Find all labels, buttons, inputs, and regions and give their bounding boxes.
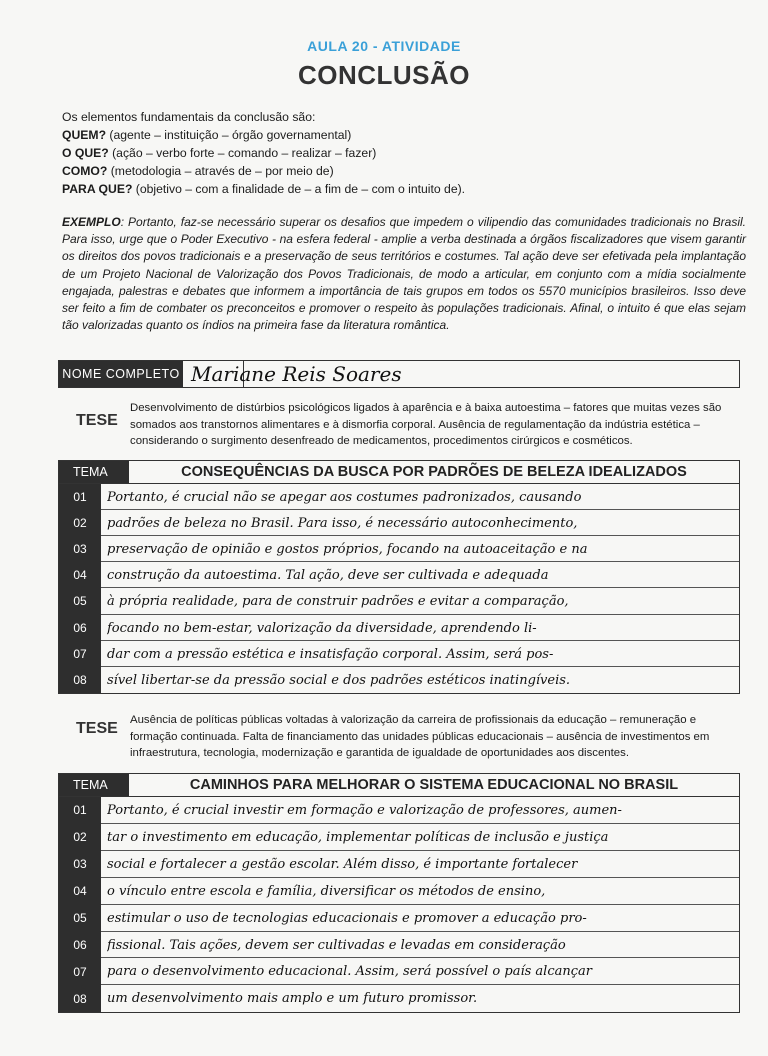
ruled-line: [101, 904, 739, 905]
line-number-column: [59, 484, 101, 693]
handwritten-line[interactable]: fissional. Tais ações, devem ser cultivadas e levadas em consideração: [107, 937, 566, 953]
ruled-line: [101, 614, 739, 615]
ruled-line: [101, 587, 739, 588]
intro-block: [62, 108, 722, 198]
intro-item-para-que: [62, 180, 722, 198]
line-number: 02: [73, 830, 87, 845]
handwritten-line[interactable]: focando no bem-estar, valorização da diversidade, aprendendo li-: [107, 620, 537, 636]
name-field[interactable]: [58, 360, 740, 388]
intro-item-como: [62, 162, 722, 180]
line-number: 03: [73, 542, 87, 557]
ruled-line: [101, 877, 739, 878]
line-number: 05: [73, 594, 87, 609]
ruled-line: [101, 823, 739, 824]
tema-label: TEMA: [59, 461, 129, 483]
tema-label: TEMA: [59, 774, 129, 796]
tema-title: CONSEQUÊNCIAS DA BUSCA POR PADRÕES DE BELEZA IDEALIZADOS: [181, 464, 687, 480]
ruled-line: [101, 984, 739, 985]
ruled-line: [101, 666, 739, 667]
line-number: 01: [73, 490, 87, 505]
tema-title: CAMINHOS PARA MELHORAR O SISTEMA EDUCACIONAL NO BRASIL: [189, 777, 679, 793]
example-text: : Portanto, faz-se necessário superar os desafios que impedem o vilipendio das comunidades tradicionais no Brasil. Para isso, urge que o Poder Executivo - na esfera federal - amplie a verba destinada a órgãos fiscalizadores que visem garantir os direitos dos povos tradicionais e a preservação de seus territórios e costumes. Tal ação deve ser efetivada pela implantação de um Projeto Nacional de Valorização dos Povos Tradicionais, de modo a articular, em conjunto com a mídia socialmente engajada, palestras e debates que informem a importância de tais grupos em todos os 5570 municípios brasileiros. Isso deve ser feito a fim de combater os preconceitos e promover o respeito às populações tradicionais. Afinal, o intuito é que elas sejam tão valorizadas quanto os índios na primeira fase da literatura romântica.: [62, 215, 746, 333]
line-number: 08: [73, 672, 87, 687]
handwritten-line[interactable]: à própria realidade, para de construir padrões e evitar a comparação,: [107, 594, 569, 610]
name-label: NOME COMPLETO: [59, 361, 183, 387]
intro-key: COMO?: [62, 164, 108, 178]
essay-grid-2: [58, 773, 740, 1013]
handwritten-line[interactable]: para o desenvolvimento educacional. Assim, será possível o país alcançar: [107, 964, 592, 980]
line-number-column: [59, 797, 101, 1012]
line-number: 06: [73, 620, 87, 635]
handwritten-line[interactable]: sível libertar-se da pressão social e dos padrões estéticos inatingíveis.: [107, 672, 571, 688]
page-title: CONCLUSÃO: [297, 60, 471, 90]
ruled-line: [101, 640, 739, 641]
grid-header: [59, 461, 739, 484]
essay-grid-1: [58, 460, 740, 694]
ruled-line: [101, 931, 739, 932]
line-number: 04: [73, 884, 87, 899]
handwritten-line[interactable]: Portanto, é crucial não se apegar aos costumes padronizados, causando: [107, 490, 582, 505]
grid-header: [59, 774, 739, 797]
line-number: 08: [73, 991, 87, 1006]
line-number: 03: [73, 857, 87, 872]
ruled-line: [101, 561, 739, 562]
line-number: 01: [73, 803, 87, 818]
tese-label-1: TESE: [76, 412, 118, 429]
intro-text: (agente – instituição – órgão governamental): [106, 128, 352, 142]
ruled-line: [101, 957, 739, 958]
handwritten-line[interactable]: tar o investimento em educação, implementar políticas de inclusão e justiça: [107, 829, 609, 845]
intro-key: O QUE?: [62, 146, 109, 160]
intro-text: (ação – verbo forte – comando – realizar – fazer): [108, 146, 377, 160]
line-number: 07: [73, 964, 87, 979]
handwritten-line[interactable]: o vínculo entre escola e família, diversificar os métodos de ensino,: [107, 883, 546, 899]
intro-lead: Os elementos fundamentais da conclusão são:: [62, 110, 316, 124]
intro-text: (metodologia – através de – por meio de): [107, 164, 334, 178]
ruled-line: [101, 850, 739, 851]
example-label: EXEMPLO: [62, 215, 121, 229]
example-paragraph: [62, 214, 746, 334]
intro-key: QUEM?: [62, 128, 107, 142]
handwritten-line[interactable]: padrões de beleza no Brasil. Para isso, é necessário autoconhecimento,: [107, 516, 578, 532]
handwritten-line[interactable]: estimular o uso de tecnologias educacionais e promover a educação pro-: [107, 910, 587, 926]
intro-key: PARA QUE?: [62, 182, 133, 196]
handwritten-line[interactable]: Portanto, é crucial investir em formação e valorização de professores, aumen-: [107, 803, 622, 818]
handwritten-line[interactable]: preservação de opinião e gostos próprios, focando na autoaceitação e na: [107, 542, 588, 558]
lesson-header: AULA 20 - ATIVIDADE: [307, 38, 461, 54]
tese-label-2: TESE: [76, 720, 118, 737]
handwritten-line[interactable]: construção da autoestima. Tal ação, deve ser cultivada e adequada: [107, 568, 549, 584]
line-number: 02: [73, 516, 87, 531]
handwritten-line[interactable]: dar com a pressão estética e insatisfação corporal. Assim, será pos-: [107, 646, 554, 662]
ruled-line: [101, 535, 739, 536]
tese-text-2: Ausência de políticas públicas voltadas à valorização da carreira de profissionais da educação – remuneração e formação continuada. Falta de financiamento das unidades públicas educacionais – ausência de investimentos em infraestrutura, tecnologia, modernização e garantida de igualdade de oportunidades aos discentes.: [130, 714, 710, 760]
intro-item-quem: [62, 126, 722, 144]
line-number: 07: [73, 646, 87, 661]
intro-item-o-que: [62, 144, 722, 162]
intro-text: (objetivo – com a finalidade de – a fim de – com o intuito de).: [132, 182, 466, 196]
ruled-line: [101, 509, 739, 510]
handwritten-line[interactable]: um desenvolvimento mais amplo e um futuro promissor.: [107, 991, 478, 1007]
line-number: 06: [73, 937, 87, 952]
line-number: 04: [73, 568, 87, 583]
tese-text-1: Desenvolvimento de distúrbios psicológicos ligados à aparência e à baixa autoestima – fatores que muitas vezes são somados aos transtornos alimentares e à dismorfia corporal. Ausência de regulamentação da indústria estética – considerando o surgimento desenfreado de medicamentos, procedimentos cirúrgicos e cosméticos.: [130, 402, 722, 448]
line-number: 05: [73, 911, 87, 926]
handwritten-line[interactable]: social e fortalecer a gestão escolar. Além disso, é importante fortalecer: [107, 856, 578, 872]
name-value[interactable]: Mariane Reis Soares: [191, 362, 402, 386]
